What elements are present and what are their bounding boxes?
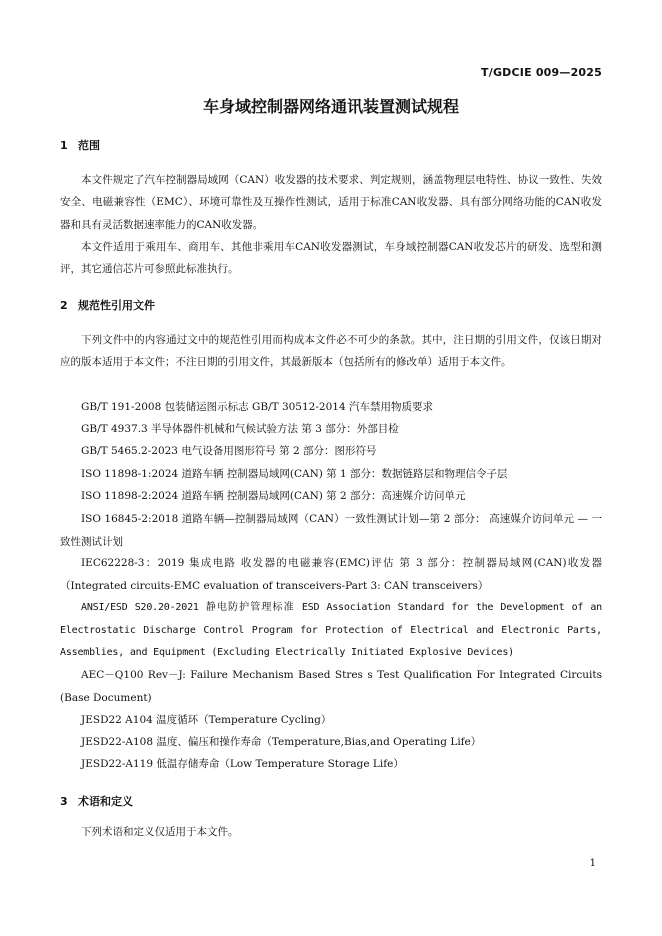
reference-item: ANSI/ESD S20.20-2021 静电防护管理标准 ESD Association Standard for the Development of an Electrostatic Discharge Control Program for Protection of Electrical and Electronic Parts, Assemblies, and Equipment (Excluding Electrically Initiated Explosive Devices) <box>60 602 602 659</box>
reference-item: ISO 16845-2:2018 道路车辆—控制器局域网（CAN）一致性测试计划—第 2 部分： 高速媒介访问单元 — 一致性测试计划 <box>60 513 602 548</box>
reference-item: GB/T 4937.3 半导体器件机械和气候试验方法 第 3 部分：外部目检 <box>81 423 399 435</box>
reference-item: ISO 11898-2:2024 道路车辆 控制器局域网(CAN) 第 2 部分：高速媒介访问单元 <box>81 490 466 502</box>
section-2-title: 规范性引用文件 <box>78 299 155 312</box>
reference-item: GB/T 191-2008 包装储运图示标志 GB/T 30512-2014 汽车禁用物质要求 <box>81 401 433 413</box>
section-2-intro: 下列文件中的内容通过文中的规范性引用而构成本文件必不可少的条款。其中，注日期的引用文件，仅该日期对应的版本适用于本文件；不注日期的引用文件，其最新版本（包括所有的修改单）适用于本文件。 <box>60 334 602 369</box>
section-3-number: 3 <box>60 795 68 808</box>
reference-item: AEC－Q100 Rev－J: Failure Mechanism Based Stres s Test Qualification For Integrated Circuits (Base Document) <box>60 669 602 704</box>
section-1-number: 1 <box>60 139 68 152</box>
section-1-heading <box>60 137 100 153</box>
reference-item: JESD22-A108 温度、偏压和操作寿命（Temperature,Bias,and Operating Life） <box>81 736 482 748</box>
section-1-paragraph-1: 本文件规定了汽车控制器局域网（CAN）收发器的技术要求、判定规则，涵盖物理层电特性、协议一致性、失效安全、电磁兼容性（EMC）、环境可靠性及互操作性测试，适用于标准CAN收发器、具有部分网络功能的CAN收发器和具有灵活数据速率能力的CAN收发器。 <box>60 174 602 231</box>
reference-item: JESD22 A104 温度循环（Temperature Cycling） <box>81 714 332 726</box>
section-2-heading <box>60 297 155 313</box>
section-2-number: 2 <box>60 299 68 312</box>
standard-code: T/GDCIE 009—2025 <box>481 66 602 79</box>
document-title: 车身域控制器网络通讯装置测试规程 <box>202 97 459 116</box>
section-3-intro: 下列术语和定义仅适用于本文件。 <box>81 826 239 838</box>
section-3-title: 术语和定义 <box>78 795 133 808</box>
reference-item: JESD22-A119 低温存储寿命（Low Temperature Storage Life） <box>81 758 404 770</box>
section-1-title: 范围 <box>78 139 100 152</box>
section-1-paragraph-2: 本文件适用于乘用车、商用车、其他非乘用车CAN收发器测试，车身域控制器CAN收发芯片的研发、选型和测评，其它通信芯片可参照此标准执行。 <box>60 241 602 276</box>
reference-item: GB/T 5465.2-2023 电气设备用图形符号 第 2 部分：图形符号 <box>81 445 377 457</box>
reference-item: ISO 11898-1:2024 道路车辆 控制器局域网(CAN) 第 1 部分：数据链路层和物理信令子层 <box>81 468 508 480</box>
page-number: 1 <box>589 858 596 869</box>
section-3-heading <box>60 793 133 809</box>
reference-item: IEC62228-3：2019 集成电路 收发器的电磁兼容(EMC)评估 第 3 部分：控制器局域网(CAN)收发器（Integrated circuits-EMC evaluation of transceivers-Part 3: CAN transceivers） <box>60 557 602 592</box>
